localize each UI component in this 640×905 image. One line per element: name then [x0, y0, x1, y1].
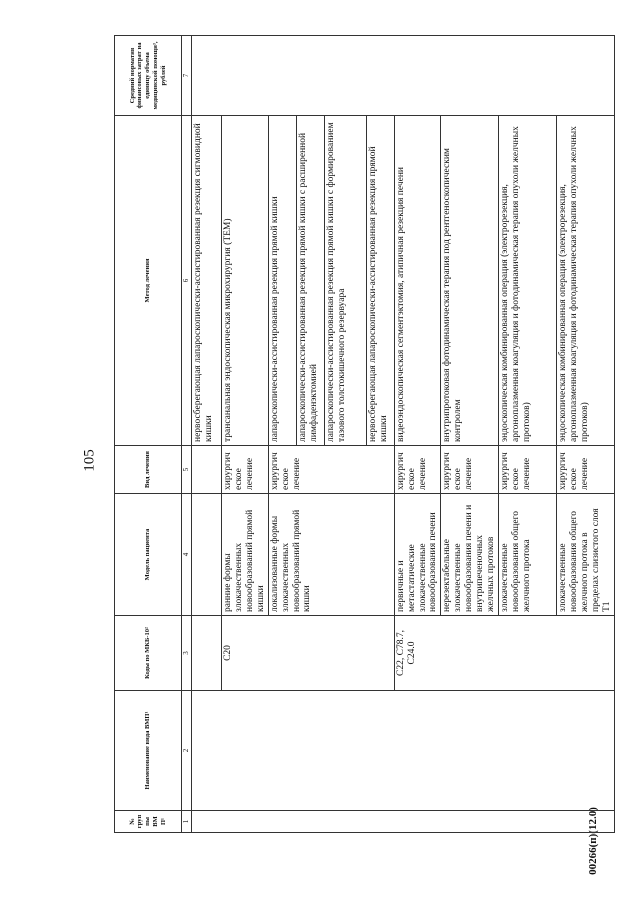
- column-number: 5: [182, 446, 192, 494]
- vmp-name-cell: [192, 691, 615, 811]
- table-row: [192, 36, 222, 833]
- treatment-type-cell: хирургическое лечение: [441, 446, 499, 494]
- treatment-method-cell: эндоскопическая комбинированная операция (электрорезекция, аргоноплазменная коагуляция и фотодинамическая терапия опухоли желчных протоков): [498, 116, 556, 446]
- treatment-method-cell: видеоэндоскопическая сегментэктомия, атипичная резекция печени: [394, 116, 441, 446]
- header-icd-codes: Коды по МКБ-10²: [115, 616, 182, 691]
- rotated-table-container: [114, 36, 612, 833]
- column-number: 7: [182, 36, 192, 116]
- patient-model-cell: первичные и метастатические злокачественные новообразования печени: [394, 494, 441, 616]
- patient-model-cell: локализованные формы злокачественных новообразований прямой кишки: [268, 494, 394, 616]
- treatment-type-cell: [192, 446, 222, 494]
- patient-model-cell: злокачественные новообразования общего желчного протока: [498, 494, 556, 616]
- header-patient-model: Модель пациента: [115, 494, 182, 616]
- icd-code-cell: C22, C78.7, C24.0: [394, 616, 614, 691]
- treatment-method-cell: нервосберегающая лапароскопически-ассистированная резекция прямой кишки: [366, 116, 394, 446]
- patient-model-cell: ранние формы злокачественных новообразований прямой кишки: [222, 494, 269, 616]
- patient-model-cell: [192, 494, 222, 616]
- header-cost-norm: Средний норматив финансовых затрат на единицу объема медицинской помощи³, рублей: [115, 36, 182, 116]
- column-number: 3: [182, 616, 192, 691]
- treatment-type-cell: хирургическое лечение: [222, 446, 269, 494]
- column-number: 2: [182, 691, 192, 811]
- icd-code-cell: C20: [222, 616, 395, 691]
- header-group-number: № группы ВМП¹: [115, 811, 182, 833]
- document-table-region: [114, 36, 612, 833]
- table-header-row: [115, 36, 182, 833]
- column-numbers-row: [182, 36, 192, 833]
- cost-norm-cell: [192, 36, 615, 116]
- treatment-method-cell: лапароскопически-ассистированная резекция прямой кишки с расширенной лимфаденэктомией: [296, 116, 324, 446]
- patient-model-cell: нерезектабельные злокачественные новообразования печени и внутрипеченочных желчных протоков: [441, 494, 499, 616]
- treatment-type-cell: хирургическое лечение: [268, 446, 394, 494]
- header-treatment-type: Вид лечения: [115, 446, 182, 494]
- group-number-cell: [192, 811, 615, 833]
- treatment-method-cell: внутрипротоковая фотодинамическая терапия под рентгеноскопическим контролем: [441, 116, 499, 446]
- column-number: 6: [182, 116, 192, 446]
- column-number: 4: [182, 494, 192, 616]
- treatment-method-cell: лапароскопически-ассистированная резекция прямой кишки: [268, 116, 296, 446]
- treatment-type-cell: хирургическое лечение: [394, 446, 441, 494]
- treatment-method-cell: нервосберегающая лапароскопически-ассистированная резекция сигмовидной кишки: [192, 116, 222, 446]
- icd-code-cell: [192, 616, 222, 691]
- header-vmp-name: Наименование вида ВМП¹: [115, 691, 182, 811]
- treatment-method-cell: эндоскопическая комбинированная операция (электрорезекция, аргоноплазменная коагуляция и фотодинамическая терапия опухоли желчных протоков): [556, 116, 614, 446]
- treatment-type-cell: хирургическое лечение: [498, 446, 556, 494]
- treatment-method-cell: лапароскопически-ассистированная резекция прямой кишки с формированием тазового толстокишечного резервуара: [324, 116, 366, 446]
- header-treatment-method: Метод лечения: [115, 116, 182, 446]
- column-number: 1: [182, 811, 192, 833]
- vmp-table: [114, 35, 615, 833]
- document-code: 00266(п)(12.0): [587, 807, 599, 875]
- patient-model-cell: злокачественные новообразования общего желчного протока в пределах слизистого слоя T1: [556, 494, 614, 616]
- page-number: 105: [81, 449, 98, 472]
- treatment-type-cell: хирургическое лечение: [556, 446, 614, 494]
- treatment-method-cell: трансанальная эндоскопическая микрохирургия (TEM): [222, 116, 269, 446]
